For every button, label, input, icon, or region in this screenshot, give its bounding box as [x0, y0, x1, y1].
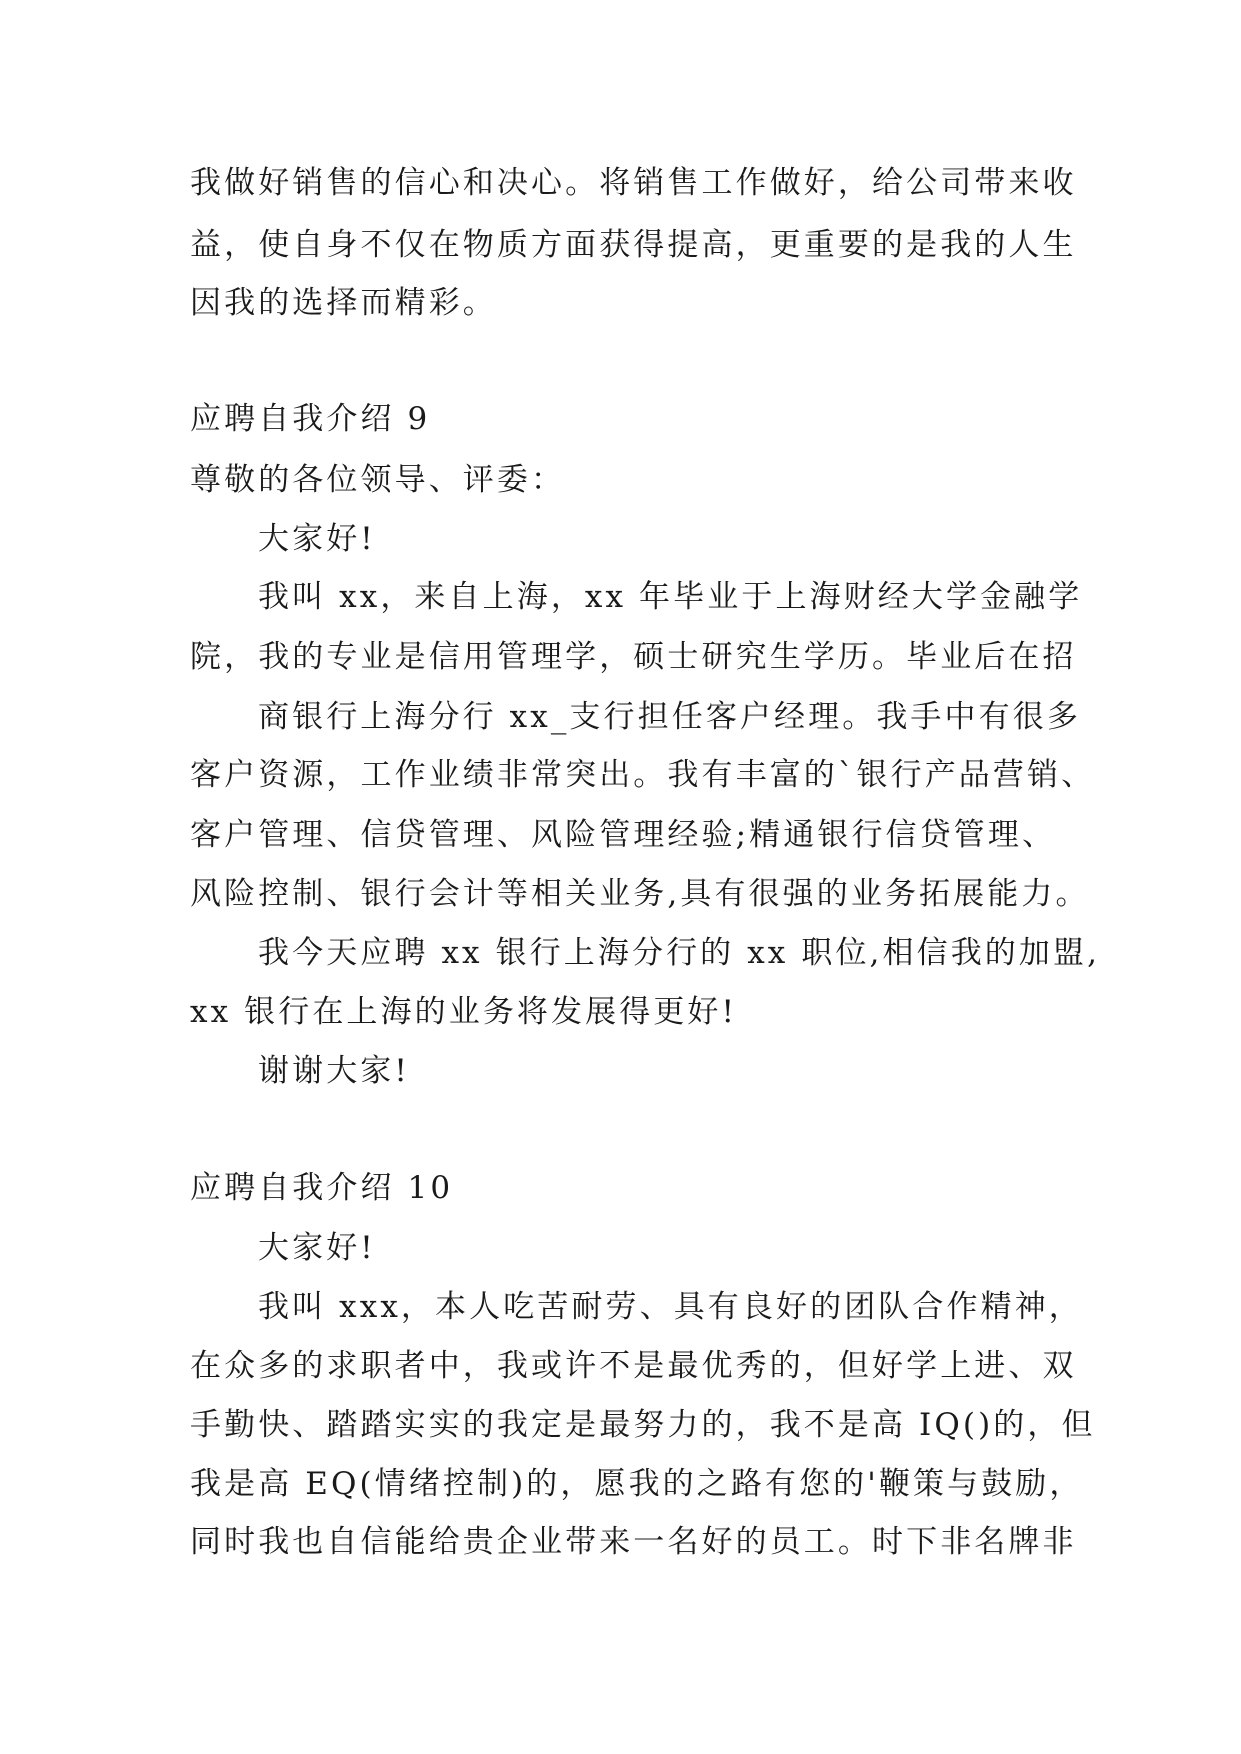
section-heading-10: 应聘自我介绍 10	[190, 1170, 454, 1206]
greeting: 大家好!	[258, 1230, 376, 1266]
paragraph-line: 益，使自身不仅在物质方面获得提高，更重要的是我的人生	[190, 227, 1077, 263]
paragraph-line: 院，我的专业是信用管理学，硕士研究生学历。毕业后在招	[190, 639, 1077, 675]
paragraph-line: 风险控制、银行会计等相关业务,具有很强的业务拓展能力。	[190, 876, 1090, 912]
paragraph-line: 我今天应聘 xx 银行上海分行的 xx 职位,相信我的加盟,	[258, 935, 1101, 971]
paragraph-line: 因我的选择而精彩。	[190, 285, 497, 321]
paragraph-line: 商银行上海分行 xx_支行担任客户经理。我手中有很多	[258, 699, 1081, 735]
paragraph-line: 我叫 xx，来自上海，xx 年毕业于上海财经大学金融学	[258, 579, 1083, 615]
section-heading-9: 应聘自我介绍 9	[190, 401, 431, 437]
salutation: 尊敬的各位领导、评委：	[190, 462, 566, 498]
paragraph-line: 同时我也自信能给贵企业带来一名好的员工。时下非名牌非	[190, 1524, 1077, 1560]
paragraph-line: 在众多的求职者中，我或许不是最优秀的，但好学上进、双	[190, 1348, 1077, 1384]
paragraph-line: 我是高 EQ(情绪控制)的，愿我的之路有您的'鞭策与鼓励，	[190, 1466, 1084, 1502]
paragraph-line: 客户资源，工作业绩非常突出。我有丰富的`银行产品营销、	[190, 757, 1096, 793]
paragraph-line: 我叫 xxx，本人吃苦耐劳、具有良好的团队合作精神，	[258, 1289, 1083, 1325]
paragraph-line: 手勤快、踏踏实实的我定是最努力的，我不是高 IQ()的，但	[190, 1407, 1096, 1443]
paragraph-line: 客户管理、信贷管理、风险管理经验;精通银行信贷管理、	[190, 817, 1057, 853]
closing-line: 谢谢大家!	[258, 1053, 410, 1089]
paragraph-line: 我做好销售的信心和决心。将销售工作做好，给公司带来收	[190, 165, 1077, 201]
paragraph-line: xx 银行在上海的业务将发展得更好!	[190, 994, 738, 1030]
greeting: 大家好!	[258, 521, 376, 557]
